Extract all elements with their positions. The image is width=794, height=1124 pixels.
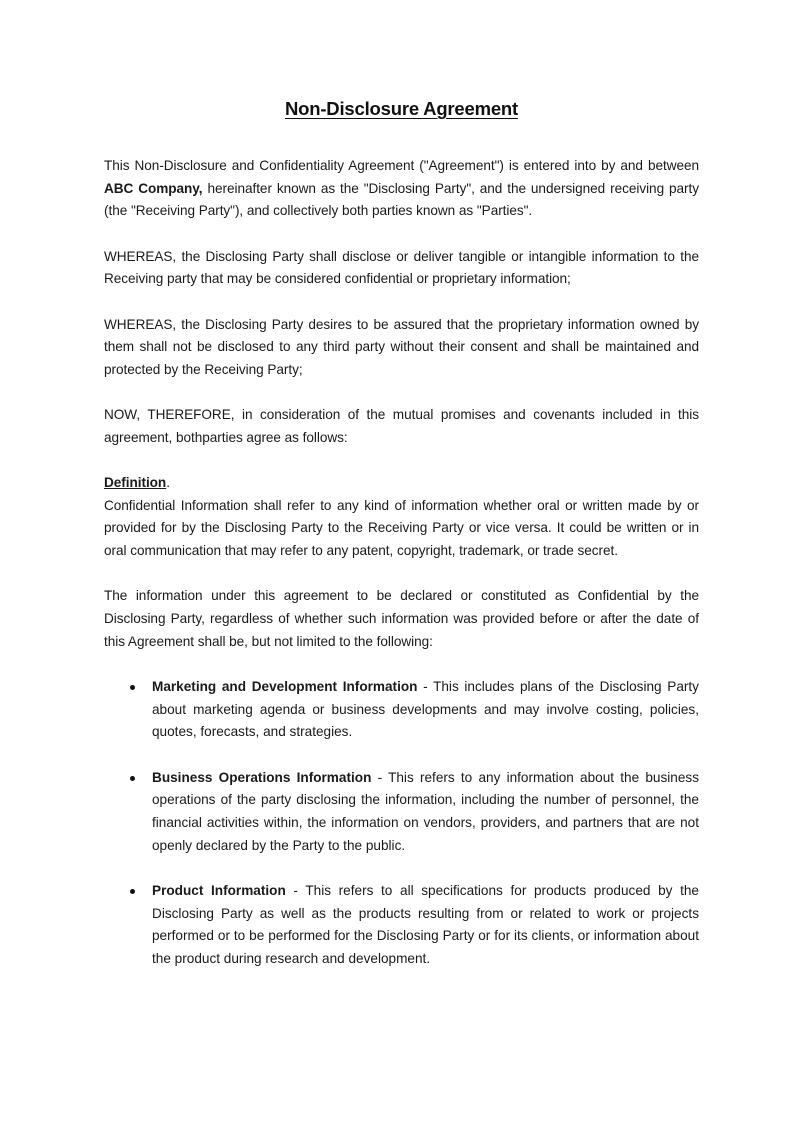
bullet-icon (130, 889, 135, 894)
list-item-text: - This refers to all specifications for products produced by the Disclosing Party as well as the products resulting from or related to work or projects performed or to be performed for the Disclosing Party or for its clients, or information about the product during research and development. (152, 882, 699, 966)
now-therefore-paragraph: NOW, THEREFORE, in consideration of the mutual promises and covenants included in this agreement, bothparties agree as follows: (104, 407, 699, 445)
document-title: Non-Disclosure Agreement (284, 98, 518, 119)
list-item-term: Business Operations Information (152, 769, 372, 785)
intro-text-part1: This Non-Disclosure and Confidentiality Agreement ("Agreement") is entered into by and between (104, 158, 699, 173)
list-item (152, 880, 699, 971)
definition-heading: Definition (104, 475, 167, 491)
definition-body: Confidential Information shall refer to any kind of information whether oral or written made by or provided for by the Disclosing Party to the Receiving Party or vice versa. It could be written or in oral communication that may refer to any patent, copyright, trademark, or trade secret. (104, 497, 699, 559)
intro-text-part2: hereinafter known as the "Disclosing Party", and the undersigned receiving party (the "Receiving Party"), and collectively both parties known as "Parties". (104, 180, 699, 219)
whereas-paragraph-1: WHEREAS, the Disclosing Party shall disclose or deliver tangible or intangible information to the Receiving party that may be considered confidential or proprietary information; (104, 248, 699, 287)
list-item-text: - This refers to any information about the business operations of the party disclosing the information, including the number of personnel, the financial activities within, the information on vendors, providers, and partners that are not openly declared by the Party to the public. (152, 769, 699, 853)
whereas-paragraph-2: WHEREAS, the Disclosing Party desires to be assured that the proprietary information owned by them shall not be disclosed to any third party without their consent and shall be maintained and protected by the Receiving Party; (104, 316, 699, 377)
list-item-term: Marketing and Development Information (152, 678, 418, 694)
bullet-icon (130, 776, 135, 781)
list-item-term: Product Information (152, 882, 286, 898)
list-item (152, 767, 699, 858)
list-item (152, 676, 699, 744)
confidential-info-list (104, 676, 699, 971)
definition-heading-suffix: . (166, 475, 170, 491)
information-scope-paragraph: The information under this agreement to be declared or constituted as Confidential by the Disclosing Party, regardless of whether such information was provided before or after the date of this Agreement shall be, but not limited to the following: (104, 588, 699, 649)
intro-paragraph (104, 155, 699, 223)
definition-heading-line (104, 472, 699, 495)
list-item-text: - This includes plans of the Disclosing Party about marketing agenda or business developments and may involve costing, policies, quotes, forecasts, and strategies. (152, 678, 699, 740)
bullet-icon (130, 685, 135, 690)
company-name: ABC Company, (104, 180, 203, 196)
